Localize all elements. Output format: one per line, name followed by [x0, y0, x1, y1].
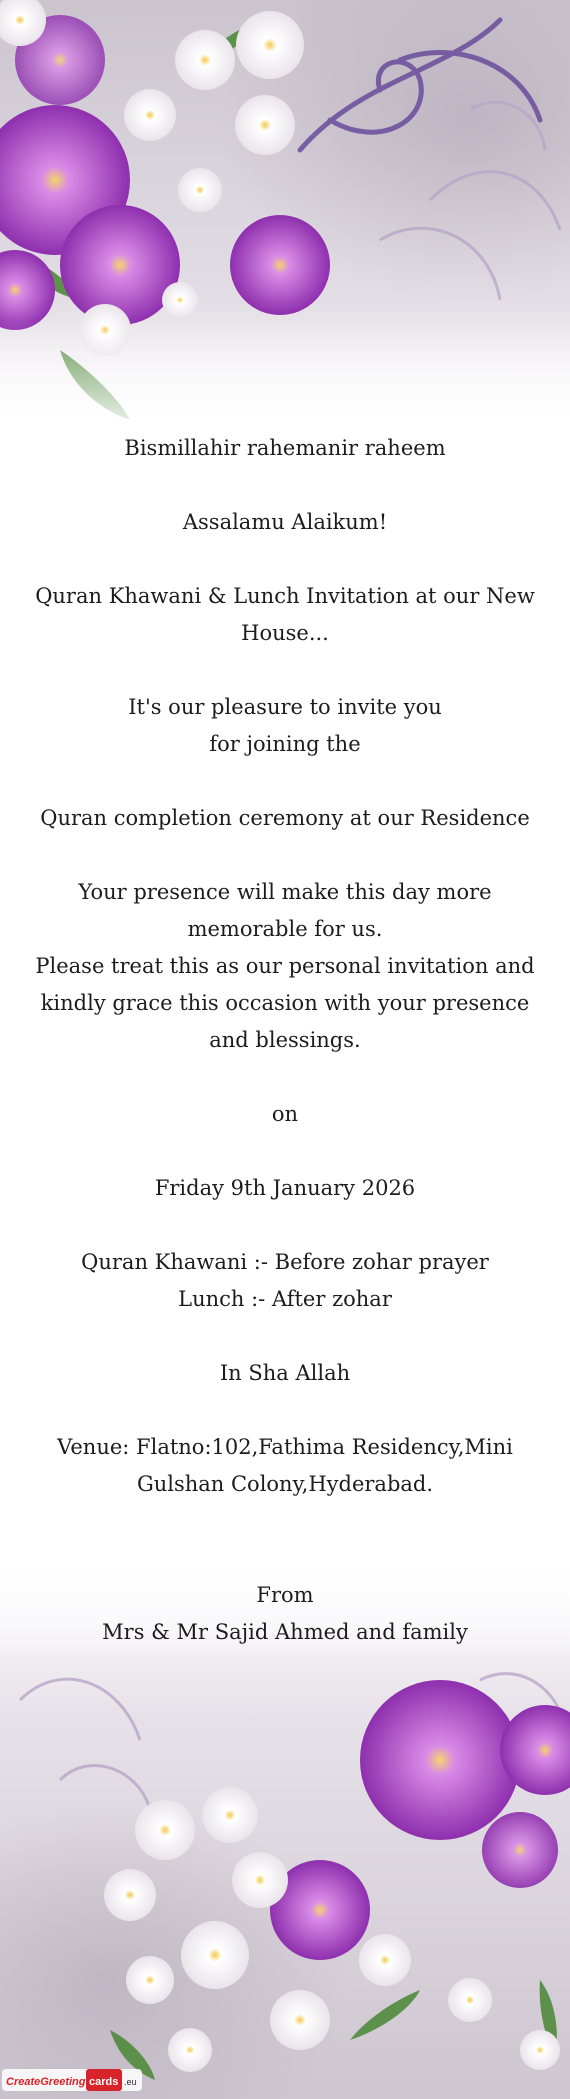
joining-line: for joining the [209, 732, 361, 756]
presence-line: Your presence will make this day more memorable for us. [78, 880, 492, 941]
top-floral-artwork [0, 0, 570, 440]
site-logo[interactable] [2, 2065, 142, 2093]
on-line: on [271, 1102, 299, 1126]
ceremony-line: Quran completion ceremony at our Residence [40, 806, 530, 830]
khawani-time-line: Quran Khawani :- Before zohar prayer [81, 1250, 489, 1274]
venue-line: Venue: Flatno:102,Fathima Residency,Mini Gulshan Colony,Hyderabad. [57, 1435, 513, 1496]
salaam-line: Assalamu Alaikum! [182, 510, 388, 534]
svg-text:cards: cards [89, 2076, 119, 2088]
date-line: Friday 9th January 2026 [154, 1176, 416, 1200]
family-line: Mrs & Mr Sajid Ahmed and family [102, 1620, 468, 1644]
from-line: From [256, 1583, 314, 1607]
lunch-time-line: Lunch :- After zohar [178, 1287, 392, 1311]
svg-text:CreateGreeting: CreateGreeting [6, 2076, 86, 2088]
svg-text:.eu: .eu [124, 2077, 137, 2087]
treat-line: Please treat this as our personal invitation and kindly grace this occasion with your presence and blessings. [35, 954, 535, 1052]
pleasure-line: It's our pleasure to invite you [128, 695, 442, 719]
bismillah-line: Bismillahir rahemanir raheem [124, 436, 446, 460]
purple-flower-icon [270, 1680, 570, 1960]
insha-line: In Sha Allah [219, 1361, 351, 1385]
invitation-text [30, 430, 540, 1651]
invitation-heading: Quran Khawani & Lunch Invitation at our New House... [35, 584, 535, 645]
